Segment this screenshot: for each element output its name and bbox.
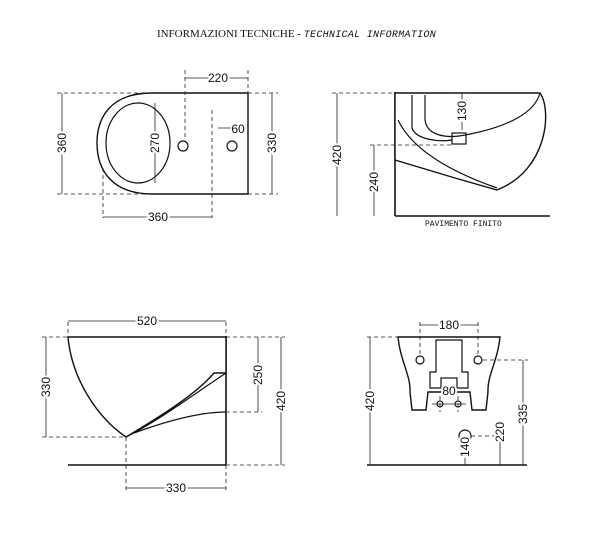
floor-label: PAVIMENTO FINITO	[425, 220, 502, 229]
front-view	[39, 314, 288, 495]
back-dim-220: 220	[493, 421, 507, 443]
top-dim-220: 220	[207, 71, 229, 85]
title-english: TECHNICAL INFORMATION	[303, 30, 437, 41]
front-dim-330-left: 330	[39, 376, 53, 398]
back-view-outline	[398, 337, 500, 410]
back-dim-420: 420	[363, 390, 377, 412]
back-view	[363, 318, 530, 465]
top-dim-330: 330	[265, 132, 279, 154]
back-dim-140: 140	[458, 436, 472, 458]
top-dim-360-left: 360	[55, 132, 69, 154]
side-dim-130: 130	[455, 100, 469, 122]
front-view-outline	[68, 337, 226, 437]
top-dim-360-bottom: 360	[147, 210, 169, 224]
top-view	[55, 70, 279, 224]
side-dim-420: 420	[330, 144, 344, 166]
top-dim-60: 60	[231, 122, 245, 136]
back-dim-80: 80	[442, 384, 456, 398]
side-view	[330, 92, 550, 229]
front-dim-420: 420	[274, 390, 288, 412]
title-separator: -	[294, 28, 304, 40]
back-dim-335: 335	[516, 403, 530, 425]
title-italian: INFORMAZIONI TECNICHE	[156, 28, 295, 40]
top-view-outline	[97, 93, 248, 194]
top-dim-270: 270	[148, 132, 162, 154]
side-dim-240: 240	[367, 171, 381, 193]
side-view-outline	[395, 93, 546, 190]
front-dim-330-bottom: 330	[165, 481, 187, 495]
back-dim-180: 180	[438, 318, 460, 332]
front-dim-520: 520	[136, 314, 158, 328]
front-dim-250: 250	[251, 364, 265, 386]
